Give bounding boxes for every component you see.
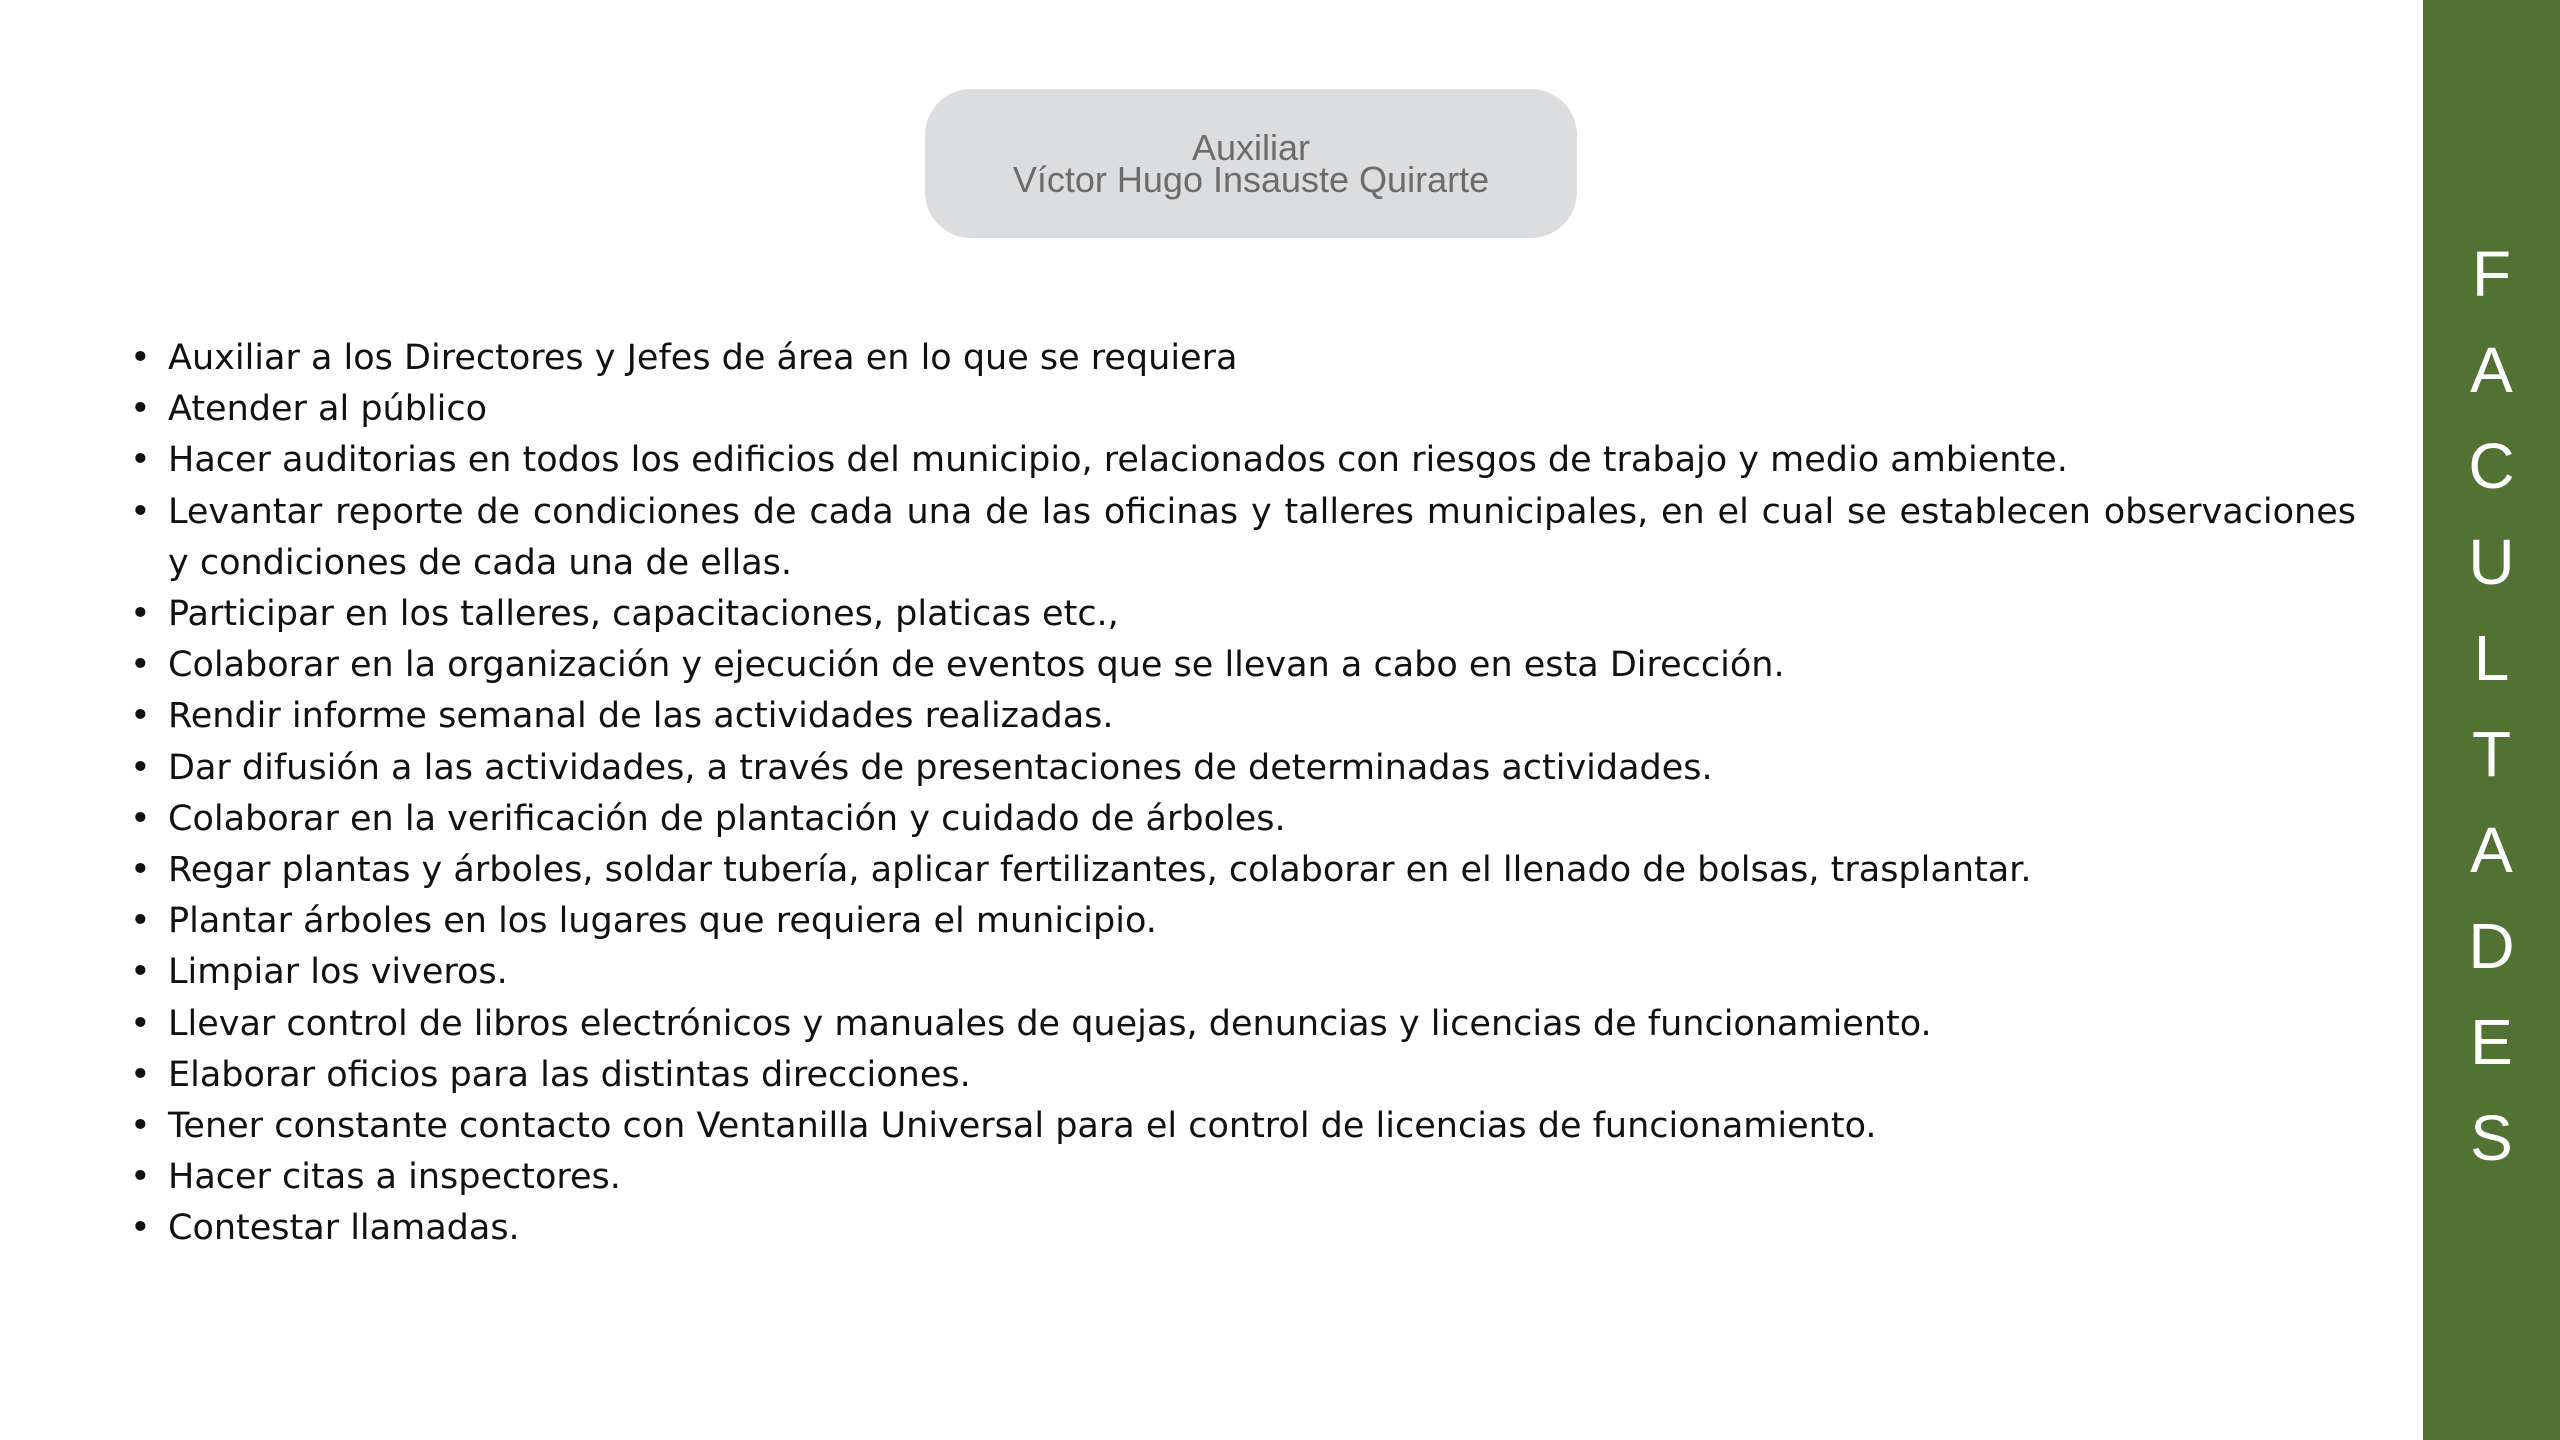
duty-text: Hacer citas a inspectores. xyxy=(168,1157,621,1198)
sidebar-letter: T xyxy=(2471,718,2512,790)
bullet: • xyxy=(130,696,151,737)
bullet: • xyxy=(130,798,151,839)
bullet: • xyxy=(130,594,151,635)
list-item xyxy=(130,845,2356,896)
sidebar-letter: D xyxy=(2468,910,2515,982)
title-name: Víctor Hugo Insauste Quirarte xyxy=(1012,158,1490,200)
sidebar-letter: A xyxy=(2470,814,2513,886)
title-box xyxy=(925,89,1577,238)
sidebar-letter: S xyxy=(2470,1102,2513,1174)
sidebar-letter: F xyxy=(2471,238,2512,310)
sidebar-letter: U xyxy=(2468,526,2515,598)
duties-list xyxy=(130,333,2356,1255)
duty-text: Elaborar oficios para las distintas direcciones. xyxy=(168,1054,971,1095)
list-item xyxy=(130,1203,2356,1254)
list-item xyxy=(130,999,2356,1050)
duty-text: Auxiliar a los Directores y Jefes de área en lo que se requiera xyxy=(168,338,1238,378)
bullet: • xyxy=(130,1003,151,1044)
sidebar-facultades xyxy=(2423,0,2560,1440)
bullet: • xyxy=(130,1106,151,1147)
list-item xyxy=(130,1152,2356,1203)
list-item xyxy=(130,333,2356,384)
bullet: • xyxy=(130,747,151,788)
bullet: • xyxy=(130,440,151,481)
bullet: • xyxy=(130,952,151,993)
bullet: • xyxy=(130,338,151,378)
sidebar-vertical-text xyxy=(2423,226,2560,1186)
bullet: • xyxy=(130,901,151,942)
list-item xyxy=(130,691,2356,742)
duty-text: Regar plantas y árboles, soldar tubería, aplicar fertilizantes, colaborar en el llenado de bolsas, trasplantar. xyxy=(168,850,2032,891)
sidebar-letter: E xyxy=(2470,1006,2513,1078)
duty-text: Atender al público xyxy=(168,389,488,430)
list-item xyxy=(130,743,2356,794)
list-item xyxy=(130,640,2356,691)
duty-text: Plantar árboles en los lugares que requiera el municipio. xyxy=(168,901,1157,942)
bullet: • xyxy=(130,850,151,891)
bullet: • xyxy=(130,1054,151,1095)
duty-text: Levantar reporte de condiciones de cada una de las oficinas y talleres municipales, en el cual se establecen observaciones y condiciones de cada una de ellas. xyxy=(168,491,2356,583)
bullet: • xyxy=(130,491,151,532)
bullet: • xyxy=(130,645,151,686)
duty-text: Colaborar en la organización y ejecución de eventos que se llevan a cabo en esta Dirección. xyxy=(168,645,1785,686)
bullet: • xyxy=(130,389,151,430)
duty-text: Tener constante contacto con Ventanilla Universal para el control de licencias de funcionamiento. xyxy=(168,1106,1877,1147)
list-item xyxy=(130,589,2356,640)
duty-text: Llevar control de libros electrónicos y manuales de quejas, denuncias y licencias de funcionamiento. xyxy=(168,1003,1932,1044)
list-item xyxy=(130,435,2356,486)
sidebar-letter: A xyxy=(2470,334,2513,406)
duty-text: Hacer auditorias en todos los edificios del municipio, relacionados con riesgos de trabajo y medio ambiente. xyxy=(168,440,2068,481)
list-item xyxy=(130,947,2356,998)
list-item xyxy=(130,384,2356,435)
bullet: • xyxy=(130,1157,151,1198)
sidebar-letter: L xyxy=(2473,622,2510,694)
duty-text: Contestar llamadas. xyxy=(168,1208,520,1249)
duty-text: Dar difusión a las actividades, a través de presentaciones de determinadas actividades. xyxy=(168,747,1713,788)
list-item xyxy=(130,487,2356,589)
list-item xyxy=(130,896,2356,947)
bullet: • xyxy=(130,1208,151,1249)
duty-text: Colaborar en la verificación de plantación y cuidado de árboles. xyxy=(168,798,1286,839)
list-item xyxy=(130,1101,2356,1152)
duty-text: Rendir informe semanal de las actividades realizadas. xyxy=(168,696,1114,737)
title-role: Auxiliar xyxy=(1191,126,1311,168)
sidebar-letter: C xyxy=(2468,430,2515,502)
list-item xyxy=(130,1050,2356,1101)
duty-text: Participar en los talleres, capacitaciones, platicas etc., xyxy=(168,594,1119,635)
list-item xyxy=(130,794,2356,845)
duty-text: Limpiar los viveros. xyxy=(168,952,508,993)
